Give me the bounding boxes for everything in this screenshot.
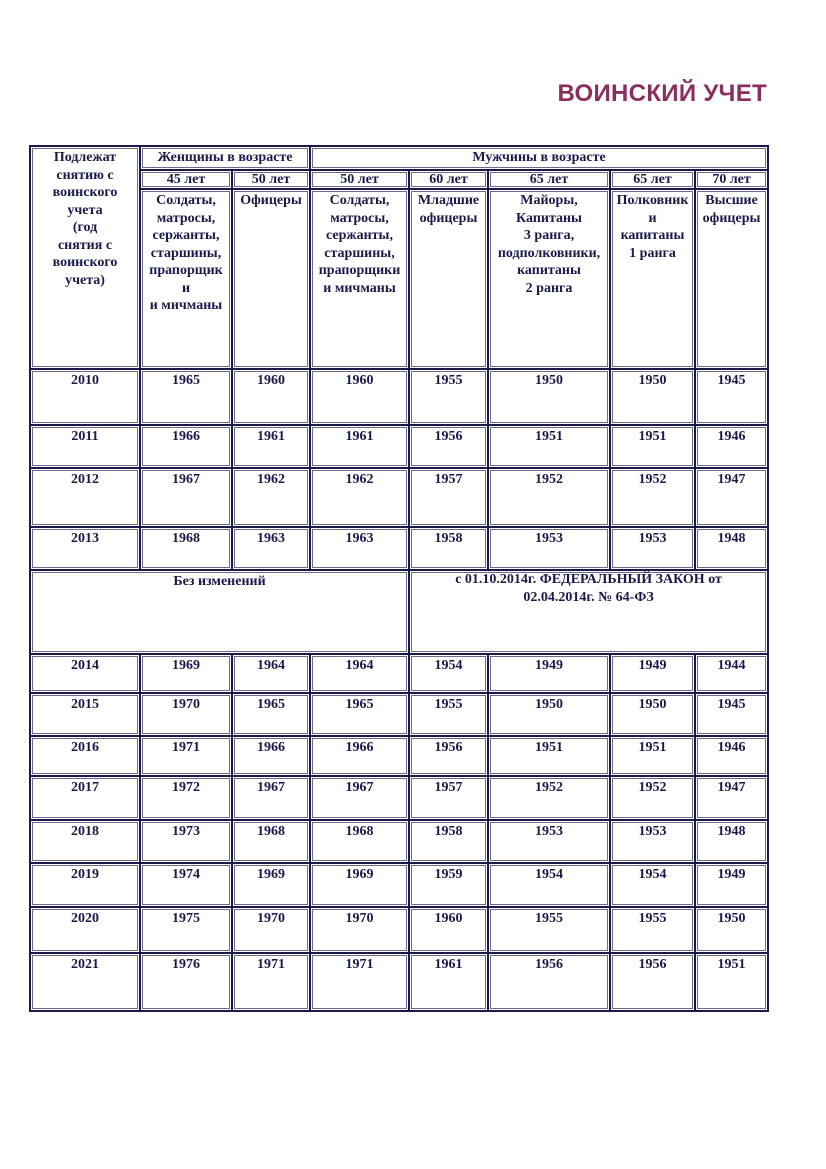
birth-year-cell: 1946 [696, 426, 769, 469]
men-group-header: Мужчины в возрасте [311, 147, 769, 171]
birth-year-cell: 1975 [141, 908, 233, 954]
birth-year-cell: 1952 [611, 469, 696, 528]
birth-year-cell: 1969 [233, 864, 311, 908]
birth-year-cell: 1955 [410, 370, 489, 426]
birth-year-cell: 1947 [696, 469, 769, 528]
age-header: 60 лет [410, 171, 489, 191]
birth-year-cell: 1960 [233, 370, 311, 426]
birth-year-cell: 1964 [233, 655, 311, 694]
birth-year-cell: 1962 [233, 469, 311, 528]
birth-year-cell: 1948 [696, 528, 769, 571]
year-cell: 2014 [31, 655, 141, 694]
birth-year-cell: 1961 [311, 426, 410, 469]
table-row [31, 655, 769, 694]
age-header: 50 лет [233, 171, 311, 191]
birth-year-cell: 1966 [141, 426, 233, 469]
year-cell: 2012 [31, 469, 141, 528]
birth-year-cell: 1947 [696, 777, 769, 821]
birth-year-cell: 1957 [410, 469, 489, 528]
birth-year-cell: 1949 [696, 864, 769, 908]
birth-year-cell: 1953 [611, 528, 696, 571]
age-header: 50 лет [311, 171, 410, 191]
birth-year-cell: 1963 [311, 528, 410, 571]
year-cell: 2018 [31, 821, 141, 864]
birth-year-cell: 1971 [311, 954, 410, 1012]
birth-year-cell: 1971 [141, 737, 233, 777]
birth-year-cell: 1955 [489, 908, 611, 954]
table-row [31, 864, 769, 908]
rank-header: Солдаты, матросы, сержанты, старшины, прапорщики и мичманы [311, 190, 410, 370]
birth-year-cell: 1950 [489, 694, 611, 737]
table-row [31, 821, 769, 864]
rank-header: Полковник и капитаны 1 ранга [611, 190, 696, 370]
birth-year-cell: 1965 [311, 694, 410, 737]
birth-year-cell: 1954 [489, 864, 611, 908]
birth-year-cell: 1950 [696, 908, 769, 954]
year-cell: 2019 [31, 864, 141, 908]
birth-year-cell: 1966 [311, 737, 410, 777]
rank-header: Офицеры [233, 190, 311, 370]
birth-year-cell: 1951 [489, 426, 611, 469]
birth-year-cell: 1955 [611, 908, 696, 954]
age-header: 45 лет [141, 171, 233, 191]
birth-year-cell: 1970 [141, 694, 233, 737]
table-row [31, 737, 769, 777]
birth-year-cell: 1972 [141, 777, 233, 821]
birth-year-cell: 1968 [141, 528, 233, 571]
year-cell: 2013 [31, 528, 141, 571]
table-row [31, 694, 769, 737]
birth-year-cell: 1974 [141, 864, 233, 908]
birth-year-cell: 1954 [410, 655, 489, 694]
table-row [31, 528, 769, 571]
birth-year-cell: 1952 [489, 777, 611, 821]
law-change-row [31, 571, 769, 655]
birth-year-cell: 1955 [410, 694, 489, 737]
birth-year-cell: 1950 [489, 370, 611, 426]
subject-header: Подлежат снятию с воинского учета (год снятия с воинского учета) [31, 147, 141, 370]
birth-year-cell: 1949 [611, 655, 696, 694]
birth-year-cell: 1956 [611, 954, 696, 1012]
women-group-header: Женщины в возрасте [141, 147, 311, 171]
birth-year-cell: 1944 [696, 655, 769, 694]
birth-year-cell: 1968 [311, 821, 410, 864]
birth-year-cell: 1970 [311, 908, 410, 954]
birth-year-cell: 1951 [611, 426, 696, 469]
birth-year-cell: 1966 [233, 737, 311, 777]
year-cell: 2016 [31, 737, 141, 777]
birth-year-cell: 1956 [489, 954, 611, 1012]
birth-year-cell: 1957 [410, 777, 489, 821]
military-registration-table [29, 145, 769, 1012]
birth-year-cell: 1965 [233, 694, 311, 737]
birth-year-cell: 1965 [141, 370, 233, 426]
birth-year-cell: 1956 [410, 426, 489, 469]
birth-year-cell: 1959 [410, 864, 489, 908]
no-changes-cell: Без изменений [31, 571, 410, 655]
birth-year-cell: 1950 [611, 694, 696, 737]
birth-year-cell: 1967 [311, 777, 410, 821]
birth-year-cell: 1953 [489, 528, 611, 571]
birth-year-cell: 1953 [489, 821, 611, 864]
birth-year-cell: 1946 [696, 737, 769, 777]
age-header: 65 лет [611, 171, 696, 191]
birth-year-cell: 1945 [696, 370, 769, 426]
page-title: ВОИНСКИЙ УЧЕТ [557, 80, 767, 107]
birth-year-cell: 1970 [233, 908, 311, 954]
birth-year-cell: 1969 [311, 864, 410, 908]
rank-header: Солдаты, матросы, сержанты, старшины, прапорщик и и мичманы [141, 190, 233, 370]
table-row [31, 370, 769, 426]
birth-year-cell: 1961 [410, 954, 489, 1012]
birth-year-cell: 1962 [311, 469, 410, 528]
birth-year-cell: 1956 [410, 737, 489, 777]
rank-header: Младшие офицеры [410, 190, 489, 370]
birth-year-cell: 1951 [489, 737, 611, 777]
birth-year-cell: 1964 [311, 655, 410, 694]
table-row [31, 954, 769, 1012]
federal-law-cell: с 01.10.2014г. ФЕДЕРАЛЬНЫЙ ЗАКОН от 02.04.2014г. № 64-ФЗ [410, 571, 769, 655]
birth-year-cell: 1952 [489, 469, 611, 528]
year-cell: 2020 [31, 908, 141, 954]
year-cell: 2011 [31, 426, 141, 469]
rank-header: Высшие офицеры [696, 190, 769, 370]
birth-year-cell: 1954 [611, 864, 696, 908]
age-header: 70 лет [696, 171, 769, 191]
birth-year-cell: 1950 [611, 370, 696, 426]
birth-year-cell: 1967 [141, 469, 233, 528]
birth-year-cell: 1961 [233, 426, 311, 469]
rank-header: Майоры, Капитаны 3 ранга, подполковники, капитаны 2 ранга [489, 190, 611, 370]
birth-year-cell: 1973 [141, 821, 233, 864]
birth-year-cell: 1952 [611, 777, 696, 821]
table-row [31, 908, 769, 954]
birth-year-cell: 1953 [611, 821, 696, 864]
year-cell: 2021 [31, 954, 141, 1012]
birth-year-cell: 1968 [233, 821, 311, 864]
year-cell: 2017 [31, 777, 141, 821]
birth-year-cell: 1971 [233, 954, 311, 1012]
birth-year-cell: 1960 [410, 908, 489, 954]
birth-year-cell: 1949 [489, 655, 611, 694]
birth-year-cell: 1958 [410, 528, 489, 571]
year-cell: 2015 [31, 694, 141, 737]
birth-year-cell: 1960 [311, 370, 410, 426]
table-row [31, 426, 769, 469]
table-row [31, 469, 769, 528]
birth-year-cell: 1951 [696, 954, 769, 1012]
birth-year-cell: 1976 [141, 954, 233, 1012]
birth-year-cell: 1948 [696, 821, 769, 864]
birth-year-cell: 1969 [141, 655, 233, 694]
birth-year-cell: 1967 [233, 777, 311, 821]
birth-year-cell: 1951 [611, 737, 696, 777]
birth-year-cell: 1963 [233, 528, 311, 571]
table-row [31, 777, 769, 821]
birth-year-cell: 1958 [410, 821, 489, 864]
age-header: 65 лет [489, 171, 611, 191]
year-cell: 2010 [31, 370, 141, 426]
birth-year-cell: 1945 [696, 694, 769, 737]
